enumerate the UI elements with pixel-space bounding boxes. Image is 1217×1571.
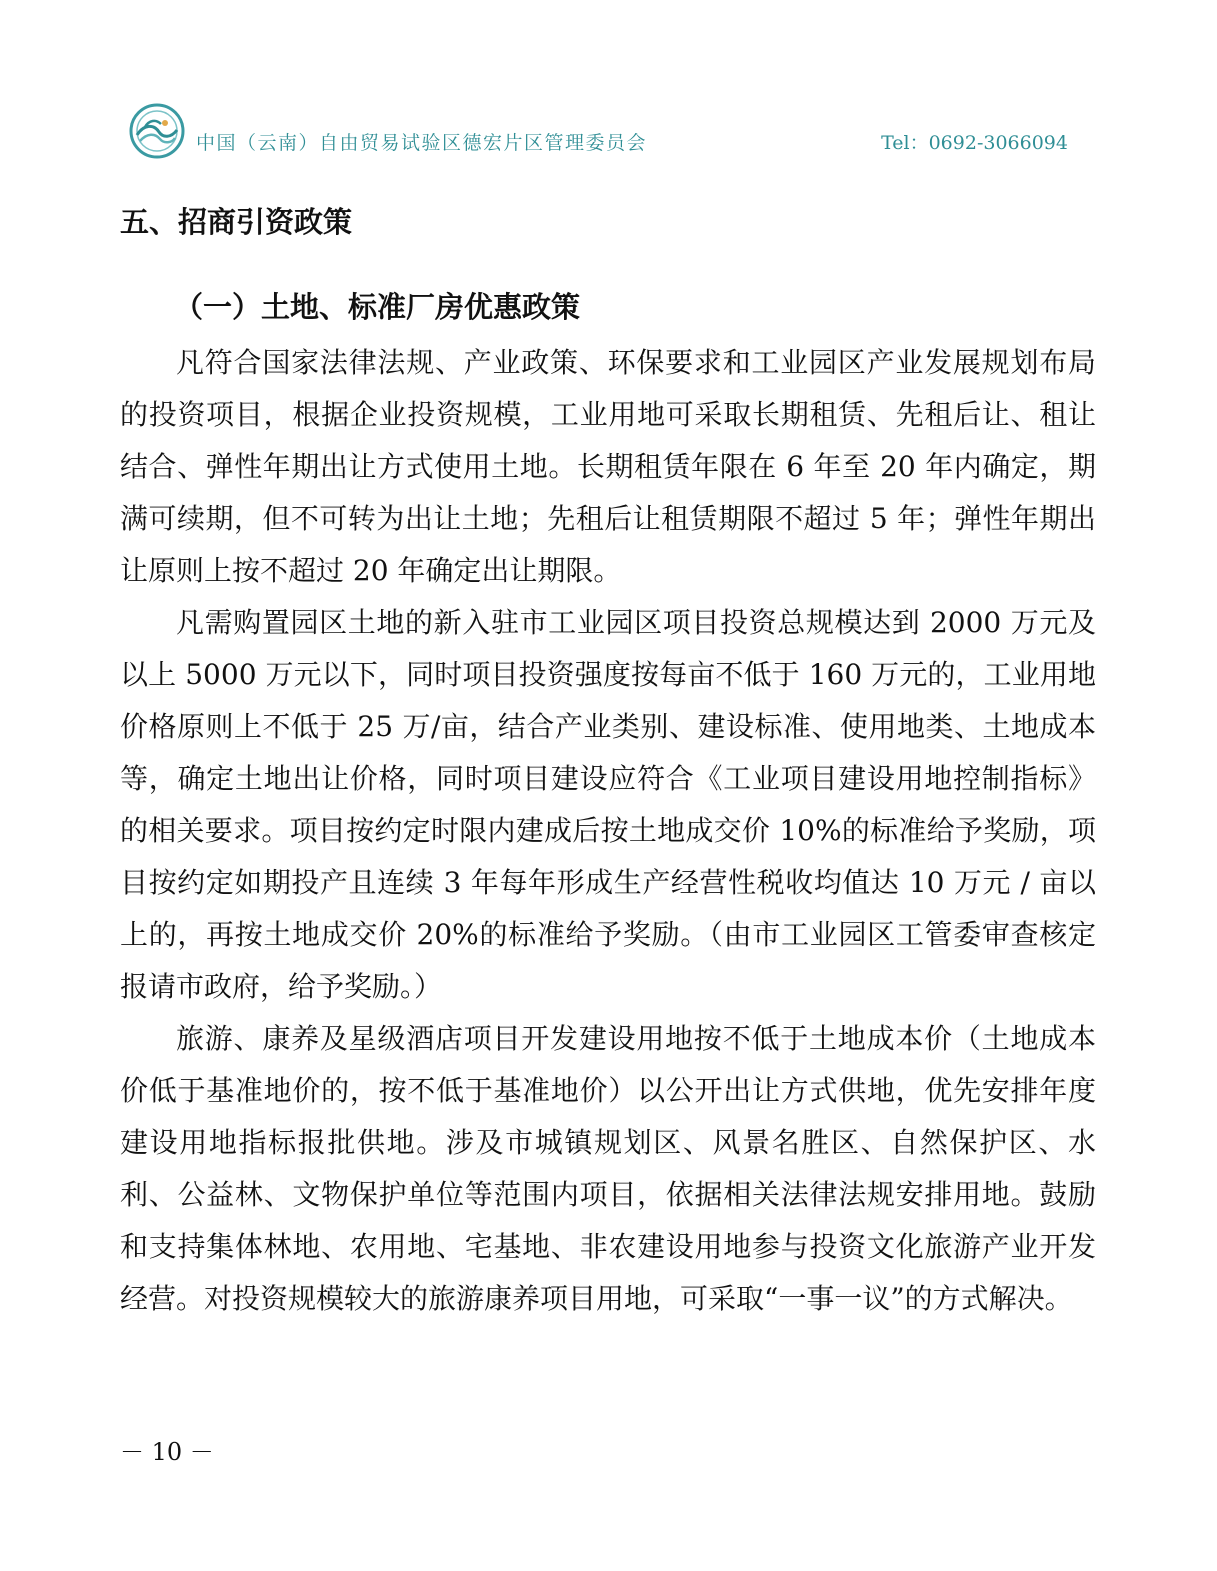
wave-circle-logo-icon <box>128 102 186 160</box>
subsection-title: （一）土地、标准厂房优惠政策 <box>174 290 581 324</box>
page-header <box>128 102 1068 160</box>
section-title: 五、招商引资政策 <box>120 205 353 239</box>
organization-name: 中国（云南）自由贸易试验区德宏片区管理委员会 <box>196 132 648 154</box>
telephone-number: Tel：0692-3066094 <box>881 132 1068 154</box>
paragraph: 凡需购置园区土地的新入驻市工业园区项目投资总规模达到 2000 万元及以上 5000 万元以下，同时项目投资强度按每亩不低于 160 万元的，工业用地价格原则上不低于 25 万/亩，结合产业类别、建设标准、使用地类、土地成本等，确定土地出让价格，同时项目建设应符合《工业项目建设用地控制指标》的相关要求。项目按约定时限内建成后按土地成交价 10%的标准给予奖励，项目按约定如期投产且连续 3 年每年形成生产经营性税收均值达 10 万元 / 亩以上的，再按土地成交价 20%的标准给予奖励。（由市工业园区工管委审查核定报请市政府，给予奖励。） <box>120 606 1096 1003</box>
paragraph: 旅游、康养及星级酒店项目开发建设用地按不低于土地成本价（土地成本价低于基准地价的，按不低于基准地价）以公开出让方式供地，优先安排年度建设用地指标报批供地。涉及市城镇规划区、风景名胜区、自然保护区、水利、公益林、文物保护单位等范围内项目，依据相关法律法规安排用地。鼓励和支持集体林地、农用地、宅基地、非农建设用地参与投资文化旅游产业开发经营。对投资规模较大的旅游康养项目用地，可采取“一事一议”的方式解决。 <box>120 1022 1096 1315</box>
body-text <box>120 337 1096 1325</box>
page-number: － 10 － <box>120 1438 214 1466</box>
paragraph: 凡符合国家法律法规、产业政策、环保要求和工业园区产业发展规划布局的投资项目，根据企业投资规模，工业用地可采取长期租赁、先租后让、租让结合、弹性年期出让方式使用土地。长期租赁年限在 6 年至 20 年内确定，期满可续期，但不可转为出让土地；先租后让租赁期限不超过 5 年；弹性年期出让原则上按不超过 20 年确定出让期限。 <box>120 346 1096 587</box>
